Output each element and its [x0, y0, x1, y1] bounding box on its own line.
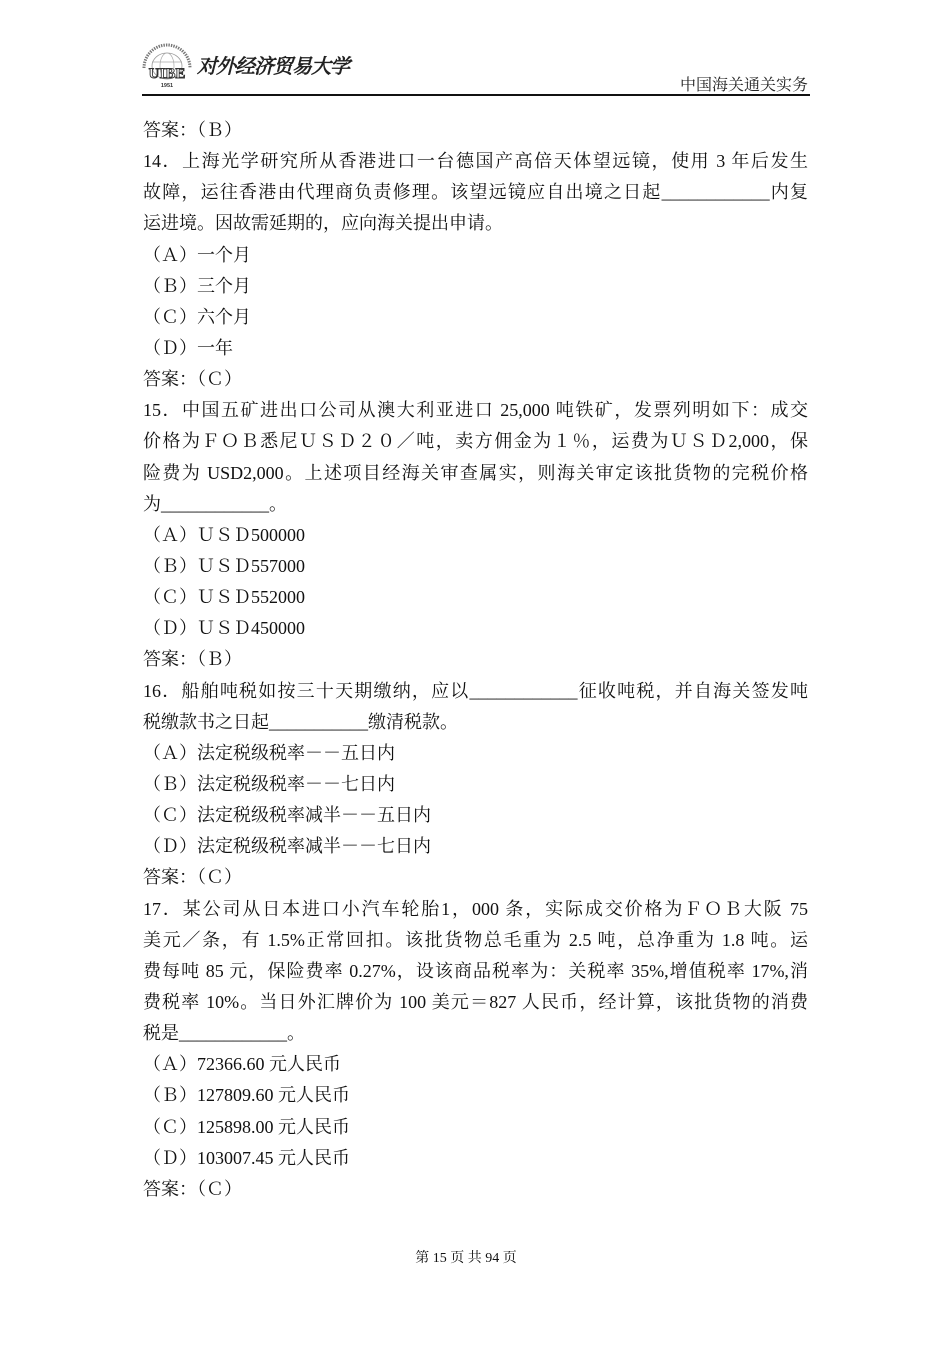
option-c: （Ｃ）ＵＳＤ552000 — [143, 587, 305, 608]
option-d: （Ｄ）法定税级税率减半－－七日内 — [143, 836, 431, 857]
question-stem-line: 费每吨 85 元，保险费率 0.27%，设该商品税率为：关税率 35%,增值税率 17%,消 — [143, 960, 808, 981]
option-d: （Ｄ）103007.45 元人民币 — [143, 1147, 350, 1168]
option-c: （Ｃ）法定税级税率减半－－五日内 — [143, 805, 431, 826]
option-a: （Ａ）一个月 — [143, 244, 251, 265]
question-stem-line: 美元／条，有 1.5%正常回扣。该批货物总毛重为 2.5 吨，总净重为 1.8 吨。运 — [143, 929, 808, 950]
answer-line: 答案：（Ｃ） — [143, 1178, 242, 1199]
question-stem-line: 税缴款书之日起___________缴清税款。 — [143, 711, 458, 732]
answer-line: 答案：（Ｃ） — [143, 369, 242, 390]
answer-line: 答案：（Ｃ） — [143, 867, 242, 888]
option-a: （Ａ）72366.60 元人民币 — [143, 1054, 341, 1075]
option-a: （Ａ）ＵＳＤ500000 — [143, 524, 305, 545]
question-16 — [143, 676, 808, 894]
question-14 — [143, 146, 808, 395]
question-stem-line: 15．中国五矿进出口公司从澳大利亚进口 25,000 吨铁矿，发票列明如下：成交 — [143, 400, 808, 421]
previous-answer: 答案：（Ｂ） — [143, 120, 242, 140]
question-stem-line: 运进境。因故需延期的，应向海关提出申请。 — [143, 213, 503, 234]
page-number-footer: 第 15 页 共 94 页 — [415, 1251, 517, 1266]
question-stem-line: 价格为ＦＯＢ悉尼ＵＳＤ２０／吨，卖方佣金为１％，运费为ＵＳＤ2,000，保 — [143, 431, 808, 452]
seal-year: 1951 — [160, 83, 174, 89]
question-stem-line: 为____________。 — [143, 493, 287, 514]
university-seal-logo — [140, 38, 194, 90]
question-stem-line: 17．某公司从日本进口小汽车轮胎1，000 条，实际成交价格为ＦＯＢ大阪 75 — [143, 898, 808, 919]
question-17 — [143, 894, 808, 1205]
seal-letters: UIBE — [148, 66, 186, 82]
seal-dot-ring — [144, 45, 190, 68]
question-15 — [143, 395, 808, 675]
question-content — [143, 115, 808, 1205]
option-c: （Ｃ）六个月 — [143, 306, 251, 327]
option-b: （Ｂ）127809.60 元人民币 — [143, 1085, 350, 1106]
option-c: （Ｃ）125898.00 元人民币 — [143, 1116, 350, 1137]
question-stem-line: 16．船舶吨税如按三十天期缴纳，应以____________征收吨税，并自海关签发吨 — [143, 680, 808, 701]
option-b: （Ｂ）三个月 — [143, 275, 251, 296]
option-d: （Ｄ）一年 — [143, 337, 233, 358]
question-stem-line: 税是____________。 — [143, 1023, 305, 1044]
option-b: （Ｂ）法定税级税率－－七日内 — [143, 773, 395, 794]
question-stem-line: 险费为 USD2,000。上述项目经海关审查属实，则海关审定该批货物的完税价格 — [143, 462, 808, 483]
header-rule — [142, 94, 810, 96]
university-name-calligraphy: 对外经济贸易大学 — [197, 56, 349, 78]
option-a: （Ａ）法定税级税率－－五日内 — [143, 742, 395, 763]
course-title: 中国海关通关实务 — [679, 77, 808, 94]
question-stem-line: 14．上海光学研究所从香港进口一台德国产高倍天体望远镜，使用 3 年后发生 — [143, 151, 808, 172]
option-b: （Ｂ）ＵＳＤ557000 — [143, 555, 305, 576]
answer-line: 答案：（Ｂ） — [143, 649, 242, 670]
seal-graphic — [140, 38, 194, 90]
option-d: （Ｄ）ＵＳＤ450000 — [143, 618, 305, 639]
question-stem-line: 费税率 10%。当日外汇牌价为 100 美元＝827 人民币，经计算，该批货物的消费 — [143, 991, 808, 1012]
question-stem-line: 故障，运往香港由代理商负责修理。该望远镜应自出境之日起____________内复 — [143, 182, 808, 203]
